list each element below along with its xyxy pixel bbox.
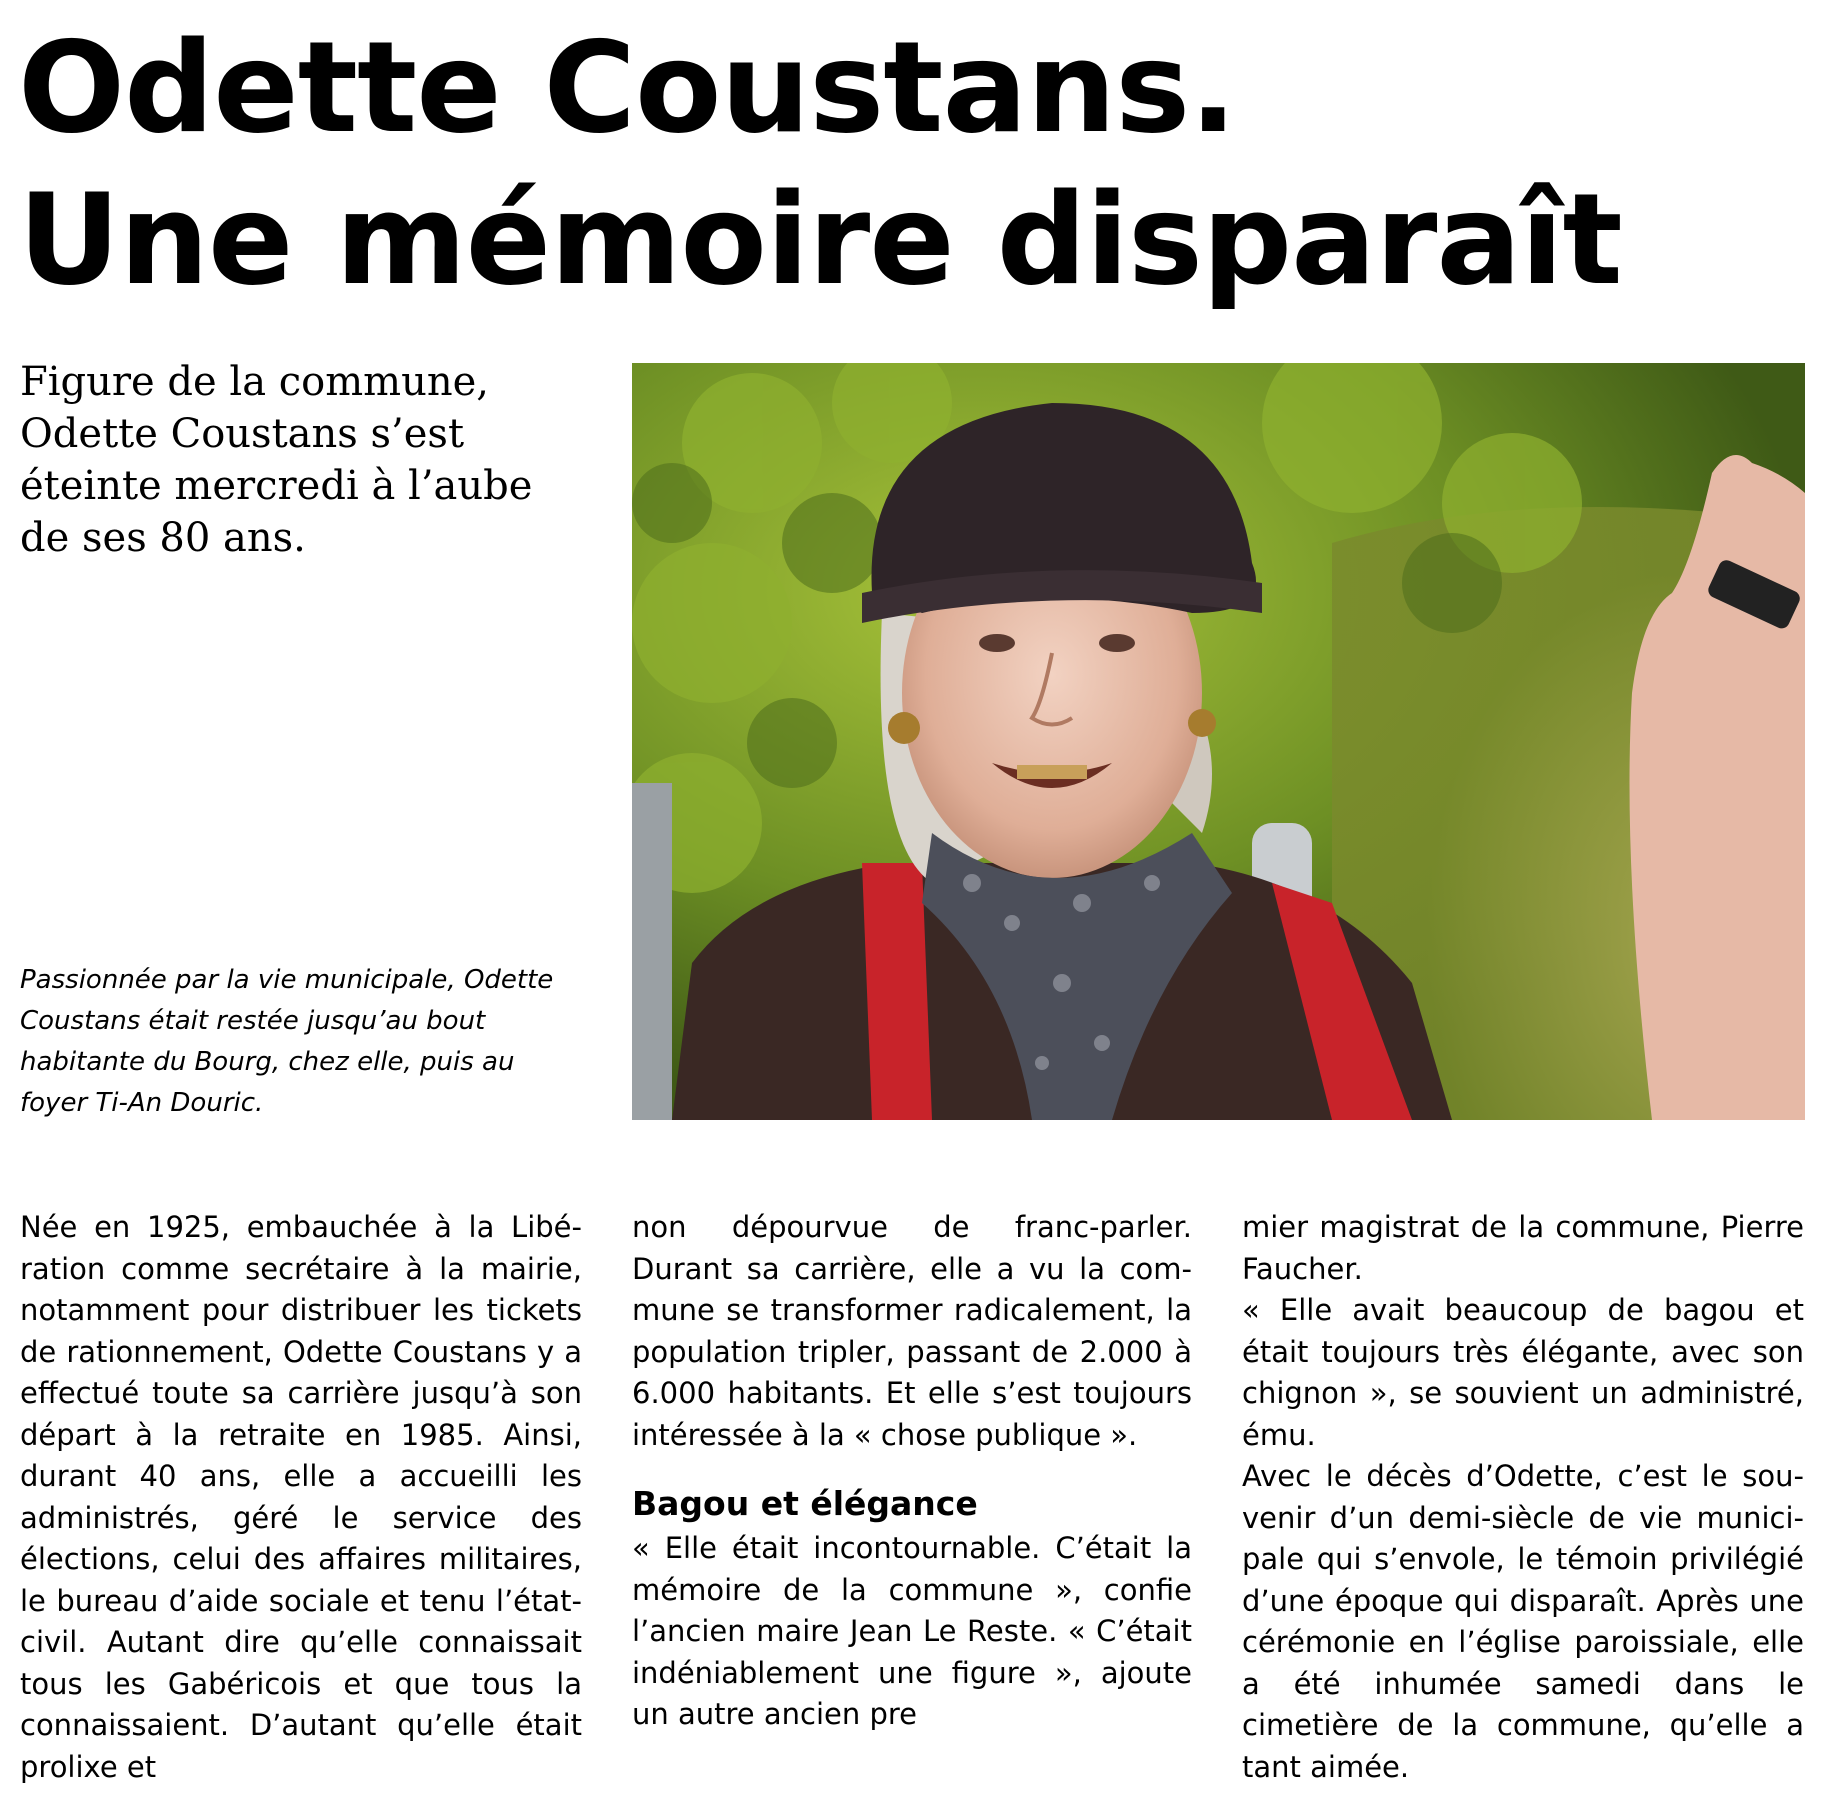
photo-illustration [632, 363, 1805, 1120]
headline-line-1: Odette Coustans. [18, 14, 1237, 161]
article-column-1 [20, 1207, 582, 1788]
article-column-3 [1242, 1207, 1804, 1788]
headline [18, 12, 1718, 316]
body-paragraph: « Elle avait beaucoup de bagou et était toujours très élégante, avec son chignon », se souvient un administré, ému. [1242, 1293, 1804, 1452]
body-paragraph: « Elle était incontournable. C’était la mémoire de la commune », confie l’ancien maire Jean Le Reste. « C’était indéniablement une figure », ajoute un autre ancien pre [632, 1531, 1192, 1731]
portrait-photo [632, 363, 1805, 1120]
headline-line-2: Une mémoire disparaît [18, 166, 1622, 313]
body-paragraph: Née en 1925, embauchée à la Libération comme secrétaire à la mairie, notamment pour distribuer les tickets de rationnement, Odette Coustans y a effectué toute sa carrière jusqu’à son départ à la retraite en 1985. Ainsi, durant 40 ans, elle a accueilli les administrés, géré le service des élections, celui des affaires militaires, le bureau d’aide sociale et tenu l’état-civil. Autant dire qu’elle connaissait tous les Gabéricois et que tous la connaissaient. D’autant qu’elle était prolixe et [20, 1210, 582, 1784]
body-paragraph: Avec le décès d’Odette, c’est le souvenir d’un demi-siècle de vie municipale qui s’envole, le témoin privilégié d’une époque qui disparaît. Après une cérémonie en l’église paroissiale, elle a été inhumée samedi dans le cimetière de la commune, qu’elle a tant aimée. [1242, 1459, 1804, 1784]
body-paragraph: non dépourvue de franc-parler. Durant sa carrière, elle a vu la commune se transformer radicalement, la population tripler, passant de 2.000 à 6.000 habitants. Et elle s’est toujours intéressée à la « chose publique ». [632, 1210, 1192, 1452]
article-column-2 [632, 1207, 1192, 1736]
body-paragraph: mier magistrat de la commune, Pierre Faucher. [1242, 1210, 1804, 1286]
photo-caption: Passionnée par la vie municipale, Odette Coustans était restée jusqu’au bout habitante du Bourg, chez elle, puis au foyer Ti-An Douric. [20, 965, 554, 1118]
lead-paragraph: Figure de la commune, Odette Coustans s’est éteinte mercredi à l’aube de ses 80 ans. [20, 359, 533, 561]
section-subheading: Bagou et élégance [632, 1484, 978, 1523]
